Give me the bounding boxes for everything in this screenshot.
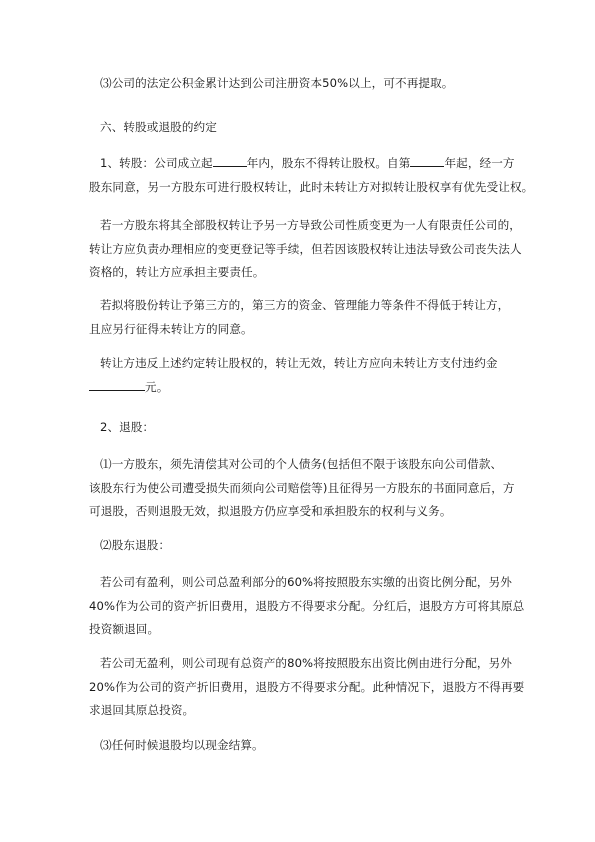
text-segment: 元。 [145, 379, 169, 394]
text-line: ⑶任何时候退股均以现金结算。 [100, 738, 264, 752]
text-line: 股东同意，另一方股东可进行股权转让，此时未转让方对拟转让股权享有优先受让权。 [89, 179, 534, 194]
text-line: ⑴一方股东，须先清偿其对公司的个人债务(包括但不限于该股东向公司借款、 [100, 457, 503, 471]
text-line: 若一方股东将其全部股权转让予另一方导致公司性质变更为一人有限责任公司的， [100, 218, 521, 232]
paragraph-reserve-fund [89, 72, 552, 96]
blank-line-years [213, 154, 247, 167]
text-segment: 年内，股东不得转让股权。自第 [246, 156, 411, 170]
text-line [89, 376, 541, 400]
text-segment: 年起，经一方 [444, 156, 515, 170]
paragraph-profit-case [89, 571, 541, 642]
section-heading-share-transfer [89, 116, 552, 140]
text-line: ⑵股东退股： [100, 538, 171, 552]
paragraph-transfer-terms [89, 152, 552, 199]
paragraph-withdrawal-heading [89, 534, 552, 558]
blank-line-start-year [410, 154, 444, 167]
text-line: 40%作为公司的资产折旧费用，退股方不得要求分配。分红后，退股方方可将其原总 [89, 598, 525, 613]
text-segment: 1、转股：公司成立起 [100, 156, 213, 170]
paragraph-withdrawal-conditions [89, 453, 541, 524]
section-heading-withdrawal [89, 416, 552, 440]
paragraph-cash-settlement [89, 734, 552, 758]
text-line: 2、退股： [100, 420, 155, 434]
text-line: 20%作为公司的资产折旧费用，退股方不得要求分配。此种情况下，退股方不得再要 [89, 679, 525, 694]
paragraph-no-profit-case [89, 652, 541, 723]
text-line: 且应另行征得未转让方的同意。 [89, 321, 253, 336]
text-line: 六、转股或退股的约定 [100, 120, 217, 134]
text-line [100, 152, 552, 176]
text-line: 若拟将股份转让予第三方的，第三方的资金、管理能力等条件不得低于转让方， [100, 298, 510, 312]
text-line: 若公司有盈利，则公司总盈利部分的60%将按照股东实缴的出资比例分配，另外 [100, 575, 512, 589]
text-line: 可退股，否则退股无效，拟退股方仍应享受和承担股东的权利与义务。 [89, 504, 452, 518]
text-line: 求退回其原总投资。 [89, 703, 195, 717]
paragraph-breach-penalty [89, 352, 541, 399]
blank-line-penalty-amount [89, 378, 145, 391]
text-line: 资格的，转让方应承担主要责任。 [89, 265, 265, 279]
text-line: 投资额退回。 [89, 622, 160, 636]
text-line: 转让方违反上述约定转让股权的，转让无效，转让方应向未转让方支付违约金 [100, 356, 498, 370]
paragraph-one-person-company [89, 214, 541, 285]
text-line: 转让方应负责办理相应的变更登记等手续，但若因该股权转让违法导致公司丧失法人 [89, 241, 522, 256]
text-line: 若公司无盈利，则公司现有总资产的80%将按照股东出资比例由进行分配，另外 [100, 656, 512, 670]
text-line: 该股东行为使公司遭受损失而须向公司赔偿等)且征得另一方股东的书面同意后，方 [89, 480, 515, 495]
text-line: ⑶公司的法定公积金累计达到公司注册资本50%以上，可不再提取。 [100, 76, 454, 90]
paragraph-third-party-transfer [89, 294, 541, 341]
